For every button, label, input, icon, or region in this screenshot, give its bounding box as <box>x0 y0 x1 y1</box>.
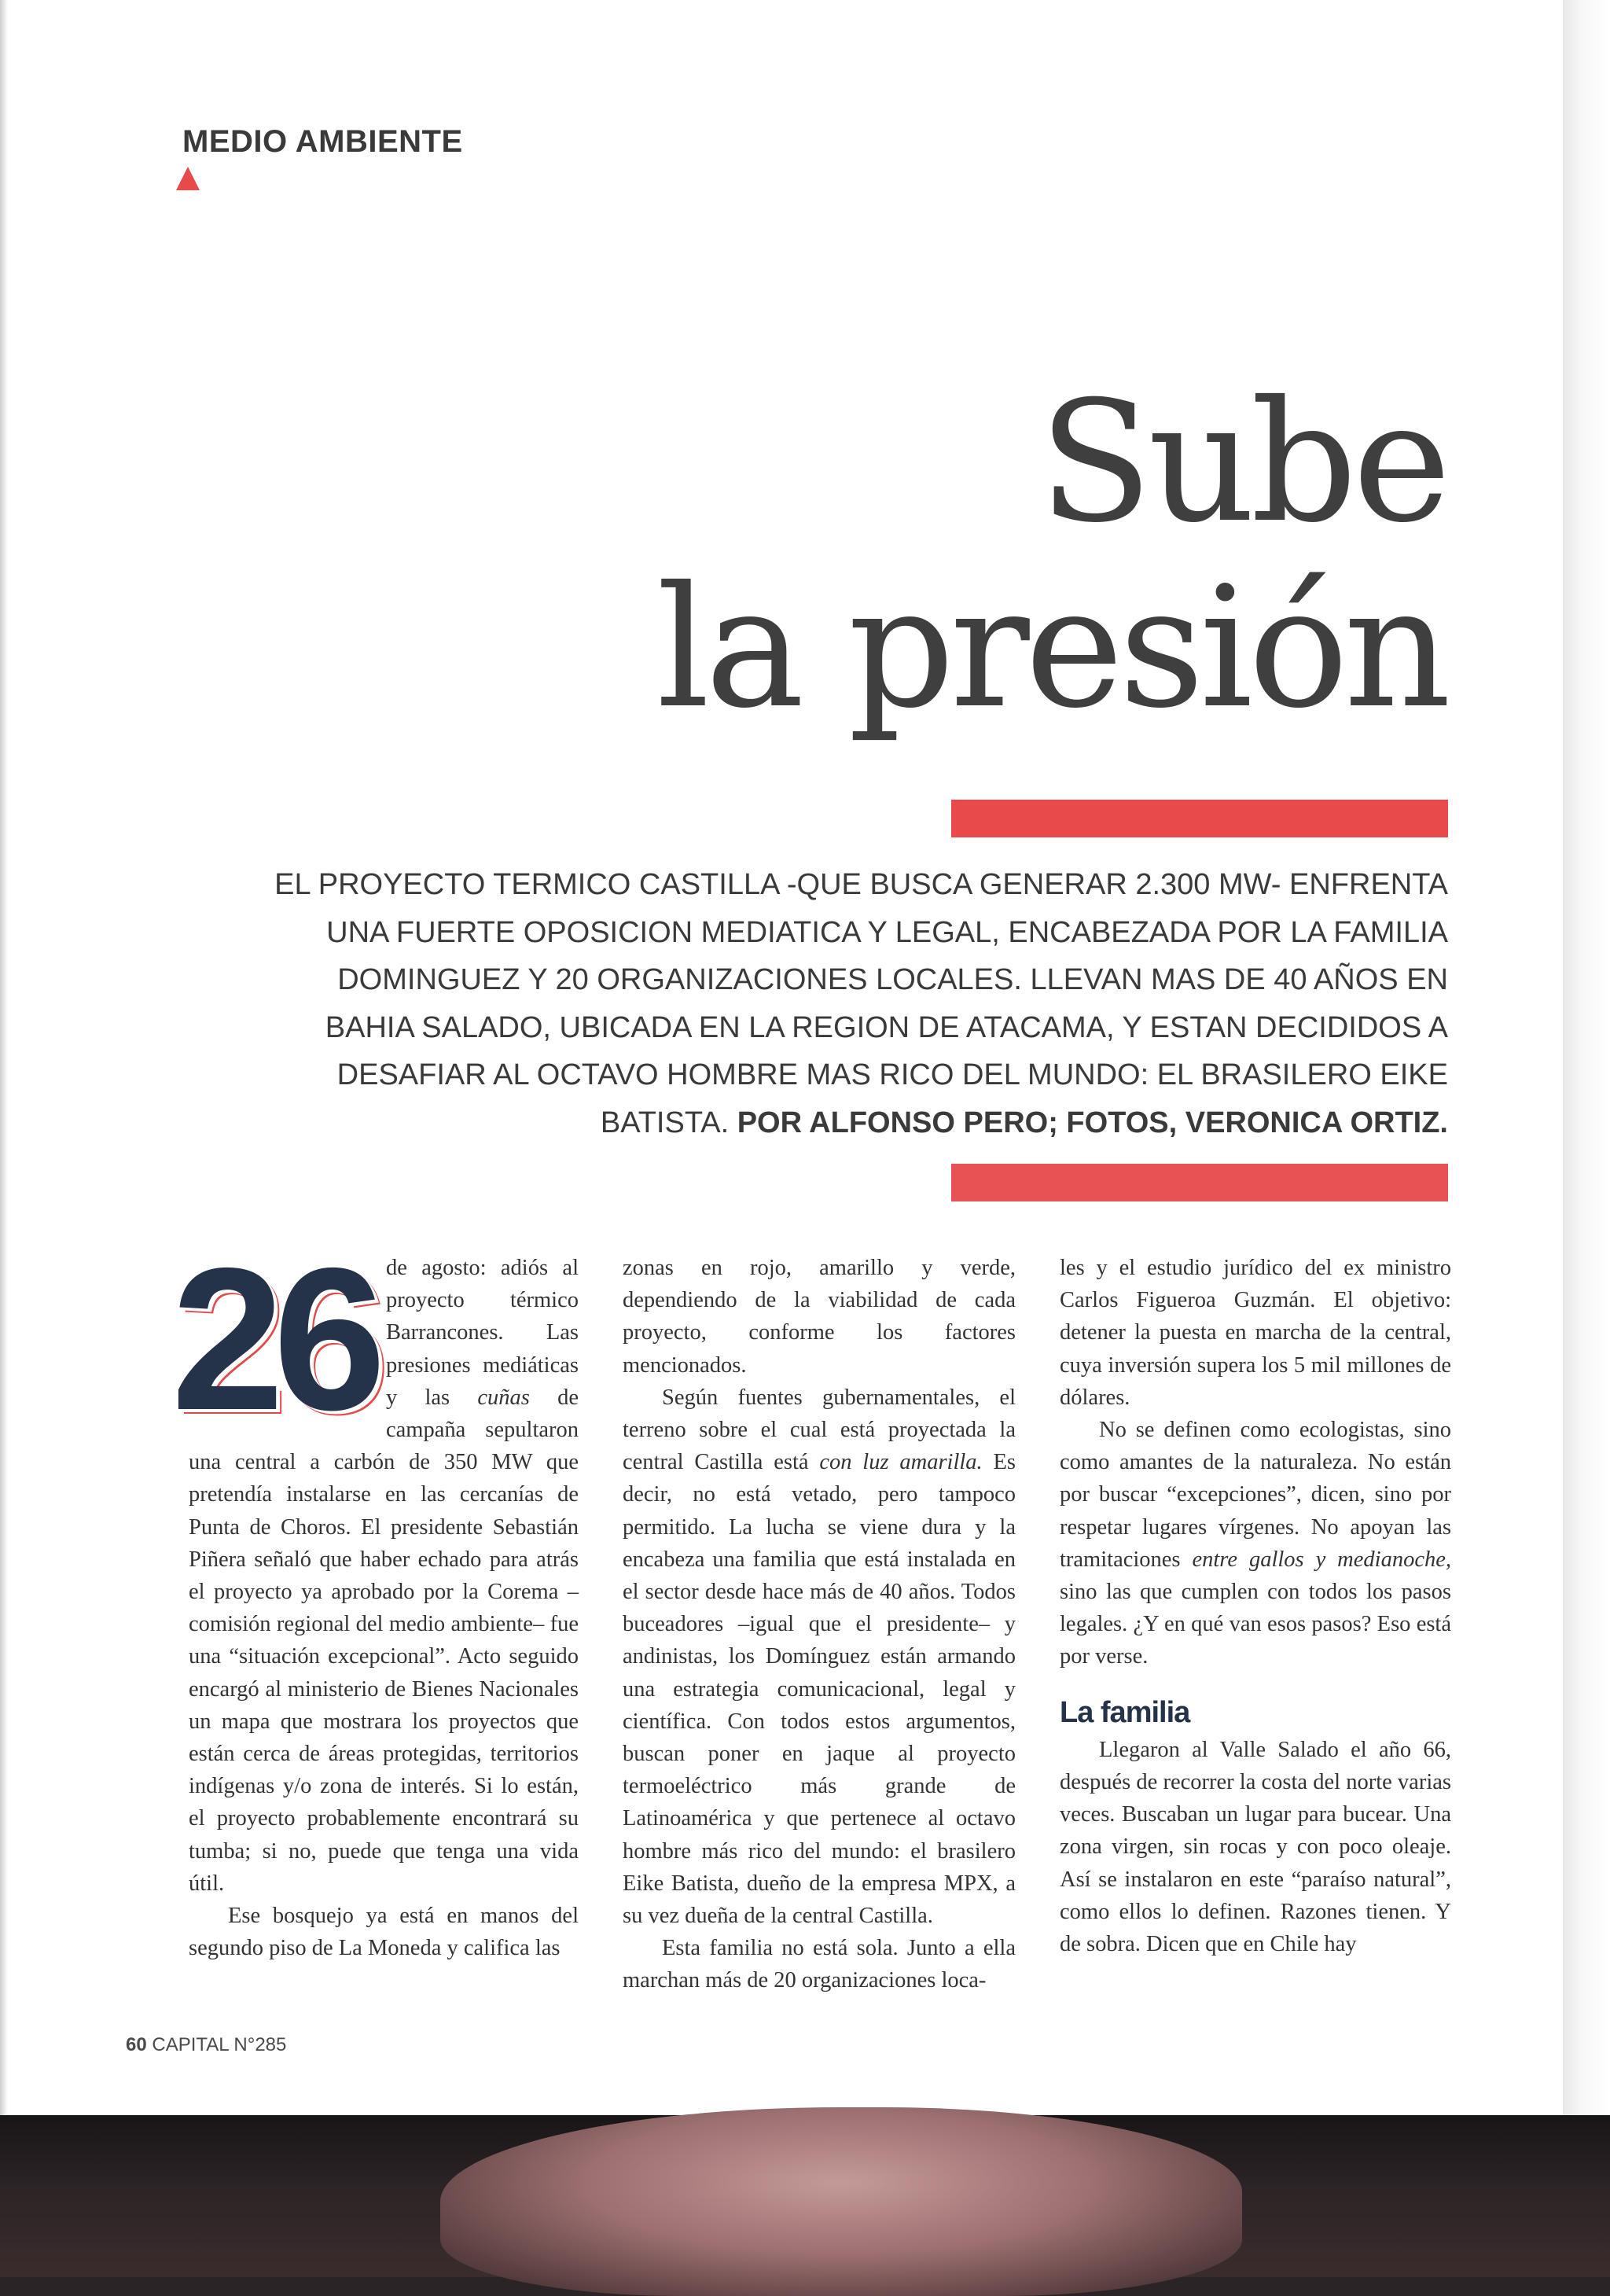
section-label: MEDIO AMBIENTE <box>182 124 463 159</box>
deck-summary <box>259 861 1448 1146</box>
headline-line-2: la presión <box>656 550 1446 745</box>
deck-text: EL PROYECTO TERMICO CASTILLA -QUE BUSCA GENERAR 2.300 MW- ENFRENTA UNA FUERTE OPOSICION MEDIATICA Y LEGAL, ENCABEZADA POR LA FAMILIA DOMINGUEZ Y 20 ORGANIZACIONES LOCALES. LLEVAN MAS DE 40 AÑOS EN BAHIA SALADO, UBICADA EN LA REGION DE ATACAMA, Y ESTAN DECIDIDOS A DESAFIAR AL OCTAVO HOMBRE MAS RICO DEL MUNDO: EL BRASILERO EIKE BATISTA. <box>274 868 1448 1139</box>
article-column-1 <box>171 1225 579 1964</box>
magazine-issue: CAPITAL N°285 <box>152 2034 287 2055</box>
accent-bar-bottom <box>951 1164 1448 1201</box>
dropcap-number: 26 <box>171 1225 375 1452</box>
article-column-3 <box>1060 1252 1451 1960</box>
next-page-edge <box>1563 0 1610 2115</box>
paragraph: 26 de agosto: adiós al proyecto térmico Barrancones. Las presiones mediáticas y las cuñas de campaña sepultaron una central a carbón de 350 MW que pretendía instalarse en las cercanías de Punta de Choros. El presidente Sebastián Piñera señaló que haber echado para atrás el proyecto ya aprobado por la Corema –comisión regional del medio ambiente– fue una “situación excepcional”. Acto seguido encargó al ministerio de Bienes Nacionales un mapa que mostrara los proyectos que están cerca de áreas protegidas, territorios indígenas y/o zona de interés. Si lo están, el proyecto probablemente encontrará su tumba; si no, puede que tenga una vida útil. <box>171 1225 579 1896</box>
paragraph: Esta familia no está sola. Junto a ella marchan más de 20 organizaciones loca- <box>623 1936 1016 1993</box>
paragraph: Ese bosquejo ya está en manos del segundo piso de La Moneda y califica las <box>189 1904 579 1961</box>
byline: POR ALFONSO PERO; FOTOS, VERONICA ORTIZ. <box>737 1106 1448 1139</box>
paragraph: Llegaron al Valle Salado el año 66, después de recorrer la costa del norte varias veces. Buscaban un lugar para bucear. Una zona virgen, sin rocas y con poco oleaje. Así se instalaron en este “paraíso natural”, como ellos lo definen. Razones tienen. Y de sobra. Dicen que en Chile hay <box>1060 1737 1451 1957</box>
paragraph: les y el estudio jurídico del ex ministro Carlos Figueroa Guzmán. El objetivo: detener la puesta en marcha de la central, cuya inversión supera los 5 mil millones de dólares. <box>1060 1256 1451 1410</box>
article-column-2 <box>623 1252 1016 1997</box>
page-footer <box>126 2034 286 2056</box>
headline <box>656 365 1446 745</box>
paragraph: Según fuentes gubernamentales, el terreno sobre el cual está proyectada la central Castilla está con luz amarilla. Es decir, no está vetado, pero tampoco permitido. La lucha se viene dura y la encabeza una familia que está instalada en el sector desde hace más de 40 años. Todos buceadores –igual que el presidente– y andinistas, los Domínguez están armando una estrategia comunicacional, legal y científica. Con todos estos argumentos, buscan poner en jaque al proyecto termoeléctrico más grande de Latinoamérica y que pertenece al octavo hombre más rico del mundo: el brasilero Eike Batista, dueño de la empresa MPX, a su vez dueña de la central Castilla. <box>623 1385 1016 1929</box>
page-number: 60 <box>126 2034 147 2055</box>
paragraph: zonas en rojo, amarillo y verde, dependiendo de la viabilidad de cada proyecto, conforme los factores mencionados. <box>623 1256 1016 1378</box>
page-edge-shadow <box>0 0 8 2115</box>
headline-line-1: Sube <box>1038 365 1446 559</box>
holding-finger <box>440 2107 1242 2296</box>
section-triangle-marker <box>176 167 200 190</box>
subheading: La familia <box>1060 1695 1190 1729</box>
paragraph: No se definen como ecologistas, sino como amantes de la naturaleza. No están por buscar “excepciones”, dicen, sino por respetar lugares vírgenes. No apoyan las tramitaciones entre gallos y medianoche, sino las que cumplen con todos los pasos legales. ¿Y en qué van esos pasos? Eso está por verse. <box>1060 1418 1451 1669</box>
accent-bar-top <box>951 800 1448 837</box>
